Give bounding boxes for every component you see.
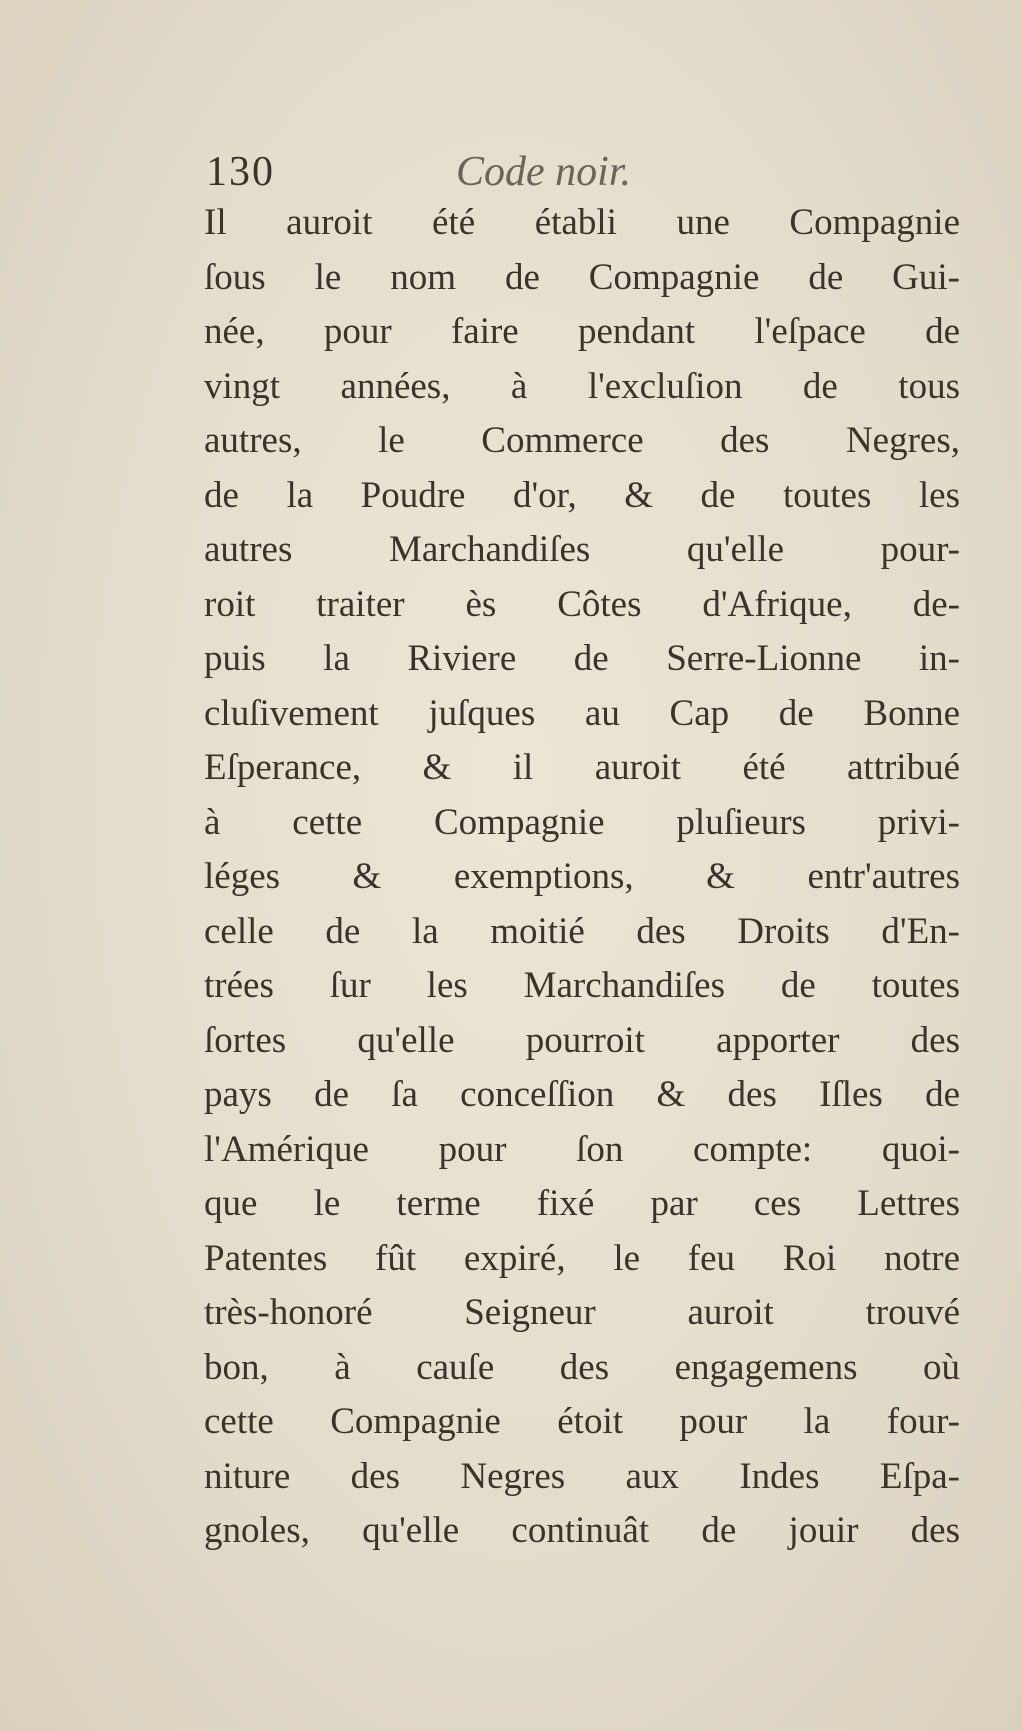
text-line: Eſperance, & il auroit été attribué: [204, 747, 960, 788]
text-line: celle de la moitié des Droits d'En-: [204, 910, 960, 952]
text-line: Patentes fût expiré, le feu Roi notre: [204, 1237, 960, 1279]
text-line: niture des Negres aux Indes Eſpa-: [204, 1455, 960, 1497]
text-line: autres Marchandiſes qu'elle pour-: [204, 529, 960, 570]
page-number: 130: [206, 149, 275, 195]
text-line: bon, à cauſe des engagemens où: [204, 1346, 960, 1388]
text-line: cette Compagnie étoit pour la four-: [204, 1401, 960, 1442]
text-line: vingt années, à l'excluſion de tous: [204, 365, 960, 407]
text-line: ſortes qu'elle pourroit apporter des: [204, 1019, 960, 1061]
text-line: très-honoré Seigneur auroit trouvé: [204, 1292, 960, 1333]
text-line: autres, le Commerce des Negres,: [204, 420, 960, 461]
text-line: de la Poudre d'or, & de toutes les: [204, 474, 960, 516]
text-line: roit traiter ès Côtes d'Afrique, de-: [204, 583, 960, 625]
text-line: l'Amérique pour ſon compte: quoi-: [204, 1128, 960, 1170]
text-line: née, pour faire pendant l'eſpace de: [204, 311, 960, 352]
text-line: à cette Compagnie pluſieurs privi-: [204, 801, 960, 843]
text-line: pays de ſa conceſſion & des Iſles de: [204, 1074, 960, 1115]
text-line: Il auroit été établi une Compagnie: [204, 202, 960, 243]
text-line: trées ſur les Marchandiſes de toutes: [204, 965, 960, 1006]
text-line: gnoles, qu'elle continuât de jouir des: [204, 1510, 960, 1551]
text-line: puis la Riviere de Serre-Lionne in-: [204, 638, 960, 679]
running-title: Code noir.: [456, 149, 632, 195]
text-line: que le terme fixé par ces Lettres: [204, 1183, 960, 1224]
text-line: ſous le nom de Compagnie de Gui-: [204, 256, 960, 298]
text-line: cluſivement juſques au Cap de Bonne: [204, 692, 960, 734]
text-line: léges & exemptions, & entr'autres: [204, 856, 960, 897]
body-text: [204, 196, 960, 1559]
